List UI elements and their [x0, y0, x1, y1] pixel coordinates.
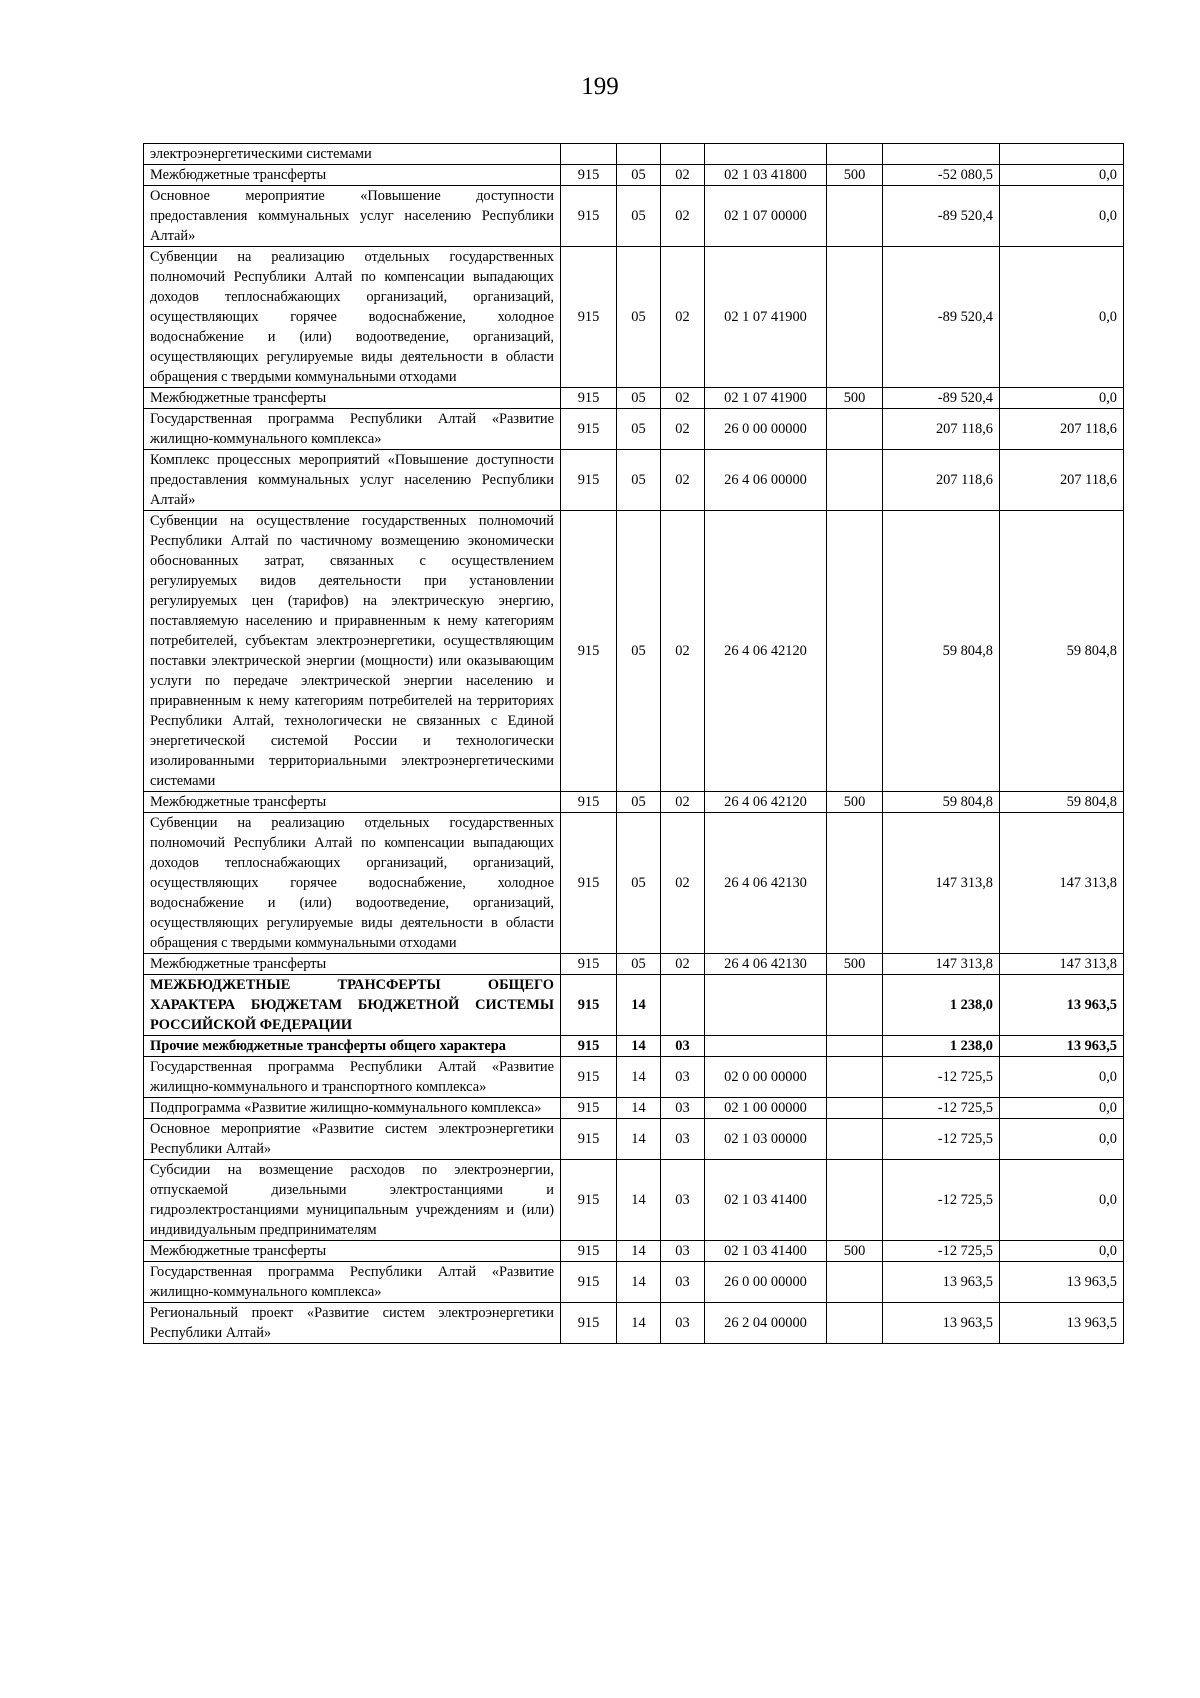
- ministry-code: 915: [561, 1098, 617, 1119]
- section-code: 14: [617, 1098, 661, 1119]
- item-name: Комплекс процессных мероприятий «Повышение доступности предоставления коммунальных услуг населению Республики Алтай»: [144, 450, 561, 511]
- subsection-code: [661, 975, 705, 1036]
- item-name: Государственная программа Республики Алтай «Развитие жилищно-коммунального комплекса»: [144, 1262, 561, 1303]
- section-code: 14: [617, 975, 661, 1036]
- subsection-code: 02: [661, 954, 705, 975]
- sum-year-2: 0,0: [1000, 1160, 1124, 1241]
- table-row: [144, 144, 1124, 165]
- sum-year-1: 59 804,8: [883, 792, 1000, 813]
- expense-type: [827, 1303, 883, 1344]
- table-row: [144, 1160, 1124, 1241]
- sum-year-1: -12 725,5: [883, 1160, 1000, 1241]
- table-row: [144, 388, 1124, 409]
- sum-year-2: 207 118,6: [1000, 409, 1124, 450]
- sum-year-2: 0,0: [1000, 165, 1124, 186]
- item-name: Региональный проект «Развитие систем электроэнергетики Республики Алтай»: [144, 1303, 561, 1344]
- ministry-code: 915: [561, 450, 617, 511]
- section-code: 14: [617, 1262, 661, 1303]
- subsection-code: 02: [661, 186, 705, 247]
- sum-year-1: -89 520,4: [883, 247, 1000, 388]
- sum-year-2: 13 963,5: [1000, 1036, 1124, 1057]
- section-code: 05: [617, 186, 661, 247]
- ministry-code: 915: [561, 186, 617, 247]
- target-article: 26 4 06 42130: [705, 813, 827, 954]
- sum-year-2: 147 313,8: [1000, 954, 1124, 975]
- target-article: 26 4 06 42130: [705, 954, 827, 975]
- table-row: [144, 165, 1124, 186]
- sum-year-1: 59 804,8: [883, 511, 1000, 792]
- section-code: 05: [617, 511, 661, 792]
- section-code: 05: [617, 247, 661, 388]
- ministry-code: 915: [561, 247, 617, 388]
- item-name: Субсидии на возмещение расходов по электроэнергии, отпускаемой дизельными электростанциями и гидроэлектростанциями муниципальным учреждениям и (или) индивидуальным предпринимателям: [144, 1160, 561, 1241]
- target-article: 02 1 00 00000: [705, 1098, 827, 1119]
- expense-type: [827, 1036, 883, 1057]
- sum-year-1: -12 725,5: [883, 1241, 1000, 1262]
- ministry-code: 915: [561, 1160, 617, 1241]
- item-name: Основное мероприятие «Повышение доступности предоставления коммунальных услуг населению Республики Алтай»: [144, 186, 561, 247]
- table-row: [144, 1262, 1124, 1303]
- section-code: 05: [617, 388, 661, 409]
- sum-year-2: 13 963,5: [1000, 1303, 1124, 1344]
- target-article: 26 4 06 00000: [705, 450, 827, 511]
- sum-year-1: 13 963,5: [883, 1262, 1000, 1303]
- subsection-code: 03: [661, 1241, 705, 1262]
- target-article: [705, 975, 827, 1036]
- target-article: 02 1 03 41800: [705, 165, 827, 186]
- target-article: 02 1 07 00000: [705, 186, 827, 247]
- item-name: Прочие межбюджетные трансферты общего характера: [144, 1036, 561, 1057]
- sum-year-1: 1 238,0: [883, 975, 1000, 1036]
- sum-year-1: -52 080,5: [883, 165, 1000, 186]
- expense-type: 500: [827, 1241, 883, 1262]
- sum-year-2: 0,0: [1000, 186, 1124, 247]
- subsection-code: 02: [661, 388, 705, 409]
- sum-year-2: 13 963,5: [1000, 1262, 1124, 1303]
- subsection-code: [661, 144, 705, 165]
- sum-year-1: 13 963,5: [883, 1303, 1000, 1344]
- table-row: [144, 1119, 1124, 1160]
- item-name: Государственная программа Республики Алтай «Развитие жилищно-коммунального комплекса»: [144, 409, 561, 450]
- section-code: 14: [617, 1057, 661, 1098]
- item-name: Межбюджетные трансферты: [144, 388, 561, 409]
- sum-year-2: 59 804,8: [1000, 511, 1124, 792]
- target-article: 26 2 04 00000: [705, 1303, 827, 1344]
- target-article: 26 0 00 00000: [705, 1262, 827, 1303]
- section-code: 14: [617, 1036, 661, 1057]
- item-name: Субвенции на реализацию отдельных государственных полномочий Республики Алтай по компенсации выпадающих доходов теплоснабжающих организаций, организаций, осуществляющих горячее водоснабжение, холодное водоснабжение и (или) водоотведение, организаций, осуществляющих регулируемые виды деятельности в области обращения с твердыми коммунальными отходами: [144, 247, 561, 388]
- item-name: Межбюджетные трансферты: [144, 165, 561, 186]
- ministry-code: 915: [561, 1119, 617, 1160]
- target-article: 02 1 03 41400: [705, 1241, 827, 1262]
- page-number: 199: [581, 73, 619, 100]
- sum-year-2: 0,0: [1000, 1057, 1124, 1098]
- table-row: [144, 450, 1124, 511]
- sum-year-1: [883, 144, 1000, 165]
- item-name: Подпрограмма «Развитие жилищно-коммунального комплекса»: [144, 1098, 561, 1119]
- subsection-code: 03: [661, 1036, 705, 1057]
- sum-year-2: 147 313,8: [1000, 813, 1124, 954]
- subsection-code: 02: [661, 511, 705, 792]
- item-name: Межбюджетные трансферты: [144, 954, 561, 975]
- budget-table: [143, 143, 1124, 1344]
- expense-type: [827, 1057, 883, 1098]
- section-code: 05: [617, 813, 661, 954]
- table-row: [144, 1098, 1124, 1119]
- item-name: Государственная программа Республики Алтай «Развитие жилищно-коммунального и транспортного комплекса»: [144, 1057, 561, 1098]
- table-row: [144, 409, 1124, 450]
- target-article: 26 0 00 00000: [705, 409, 827, 450]
- item-name: Основное мероприятие «Развитие систем электроэнергетики Республики Алтай»: [144, 1119, 561, 1160]
- sum-year-1: -89 520,4: [883, 186, 1000, 247]
- expense-type: 500: [827, 954, 883, 975]
- expense-type: [827, 1119, 883, 1160]
- sum-year-2: 13 963,5: [1000, 975, 1124, 1036]
- sum-year-2: 207 118,6: [1000, 450, 1124, 511]
- section-code: 14: [617, 1119, 661, 1160]
- section-code: 14: [617, 1303, 661, 1344]
- table-row: [144, 975, 1124, 1036]
- sum-year-2: 59 804,8: [1000, 792, 1124, 813]
- item-name: Субвенции на реализацию отдельных государственных полномочий Республики Алтай по компенсации выпадающих доходов теплоснабжающих организаций, организаций, осуществляющих горячее водоснабжение, холодное водоснабжение и (или) водоотведение, организаций, осуществляющих регулируемые виды деятельности в области обращения с твердыми коммунальными отходами: [144, 813, 561, 954]
- expense-type: [827, 186, 883, 247]
- ministry-code: 915: [561, 511, 617, 792]
- subsection-code: 02: [661, 450, 705, 511]
- ministry-code: 915: [561, 1303, 617, 1344]
- target-article: 02 0 00 00000: [705, 1057, 827, 1098]
- subsection-code: 02: [661, 247, 705, 388]
- sum-year-2: 0,0: [1000, 1119, 1124, 1160]
- expense-type: [827, 1098, 883, 1119]
- ministry-code: 915: [561, 165, 617, 186]
- target-article: 02 1 03 00000: [705, 1119, 827, 1160]
- expense-type: 500: [827, 165, 883, 186]
- ministry-code: 915: [561, 792, 617, 813]
- sum-year-2: 0,0: [1000, 1098, 1124, 1119]
- sum-year-1: -89 520,4: [883, 388, 1000, 409]
- expense-type: [827, 144, 883, 165]
- expense-type: [827, 975, 883, 1036]
- expense-type: [827, 1160, 883, 1241]
- section-code: 05: [617, 792, 661, 813]
- expense-type: 500: [827, 388, 883, 409]
- section-code: 05: [617, 954, 661, 975]
- sum-year-2: 0,0: [1000, 247, 1124, 388]
- table-row: [144, 247, 1124, 388]
- ministry-code: [561, 144, 617, 165]
- item-name: Субвенции на осуществление государственных полномочий Республики Алтай по частичному возмещению экономически обоснованных затрат, связанных с осуществлением регулируемых видов деятельности при установлении регулируемых цен (тарифов) на электрическую энергию, поставляемую населению и приравненным к нему категориям потребителей, субъектам электроэнергетики, осуществляющим поставки электрической энергии (мощности) или оказывающим услуги по передаче электрической энергии населению и приравненным к нему категориям потребителей на территориях Республики Алтай, технологически не связанных с Единой энергетической системой России и технологически изолированными территориальными электроэнергетическими системами: [144, 511, 561, 792]
- ministry-code: 915: [561, 1036, 617, 1057]
- target-article: 26 4 06 42120: [705, 511, 827, 792]
- ministry-code: 915: [561, 975, 617, 1036]
- table-row: [144, 1241, 1124, 1262]
- section-code: 05: [617, 409, 661, 450]
- section-code: [617, 144, 661, 165]
- subsection-code: 03: [661, 1119, 705, 1160]
- ministry-code: 915: [561, 1241, 617, 1262]
- table-row: [144, 813, 1124, 954]
- table-row: [144, 1036, 1124, 1057]
- subsection-code: 02: [661, 409, 705, 450]
- target-article: 26 4 06 42120: [705, 792, 827, 813]
- sum-year-1: -12 725,5: [883, 1098, 1000, 1119]
- target-article: 02 1 07 41900: [705, 247, 827, 388]
- ministry-code: 915: [561, 1057, 617, 1098]
- expense-type: [827, 409, 883, 450]
- subsection-code: 03: [661, 1160, 705, 1241]
- item-name: Межбюджетные трансферты: [144, 792, 561, 813]
- subsection-code: 02: [661, 165, 705, 186]
- sum-year-1: 1 238,0: [883, 1036, 1000, 1057]
- sum-year-1: -12 725,5: [883, 1057, 1000, 1098]
- expense-type: 500: [827, 792, 883, 813]
- ministry-code: 915: [561, 813, 617, 954]
- ministry-code: 915: [561, 388, 617, 409]
- sum-year-1: 147 313,8: [883, 813, 1000, 954]
- section-code: 14: [617, 1241, 661, 1262]
- table-row: [144, 954, 1124, 975]
- table-row: [144, 1303, 1124, 1344]
- target-article: 02 1 07 41900: [705, 388, 827, 409]
- expense-type: [827, 511, 883, 792]
- item-name: МЕЖБЮДЖЕТНЫЕ ТРАНСФЕРТЫ ОБЩЕГО ХАРАКТЕРА БЮДЖЕТАМ БЮДЖЕТНОЙ СИСТЕМЫ РОССИЙСКОЙ ФЕДЕРАЦИИ: [144, 975, 561, 1036]
- item-name: электроэнергетическими системами: [144, 144, 561, 165]
- table-row: [144, 511, 1124, 792]
- sum-year-2: [1000, 144, 1124, 165]
- target-article: [705, 1036, 827, 1057]
- subsection-code: 02: [661, 813, 705, 954]
- subsection-code: 03: [661, 1303, 705, 1344]
- expense-type: [827, 1262, 883, 1303]
- sum-year-2: 0,0: [1000, 388, 1124, 409]
- item-name: Межбюджетные трансферты: [144, 1241, 561, 1262]
- target-article: [705, 144, 827, 165]
- table-row: [144, 792, 1124, 813]
- ministry-code: 915: [561, 954, 617, 975]
- table-row: [144, 1057, 1124, 1098]
- subsection-code: 03: [661, 1057, 705, 1098]
- sum-year-2: 0,0: [1000, 1241, 1124, 1262]
- subsection-code: 02: [661, 792, 705, 813]
- target-article: 02 1 03 41400: [705, 1160, 827, 1241]
- sum-year-1: -12 725,5: [883, 1119, 1000, 1160]
- sum-year-1: 147 313,8: [883, 954, 1000, 975]
- subsection-code: 03: [661, 1098, 705, 1119]
- section-code: 14: [617, 1160, 661, 1241]
- section-code: 05: [617, 450, 661, 511]
- expense-type: [827, 450, 883, 511]
- expense-type: [827, 247, 883, 388]
- expense-type: [827, 813, 883, 954]
- ministry-code: 915: [561, 409, 617, 450]
- subsection-code: 03: [661, 1262, 705, 1303]
- sum-year-1: 207 118,6: [883, 450, 1000, 511]
- section-code: 05: [617, 165, 661, 186]
- table-row: [144, 186, 1124, 247]
- sum-year-1: 207 118,6: [883, 409, 1000, 450]
- ministry-code: 915: [561, 1262, 617, 1303]
